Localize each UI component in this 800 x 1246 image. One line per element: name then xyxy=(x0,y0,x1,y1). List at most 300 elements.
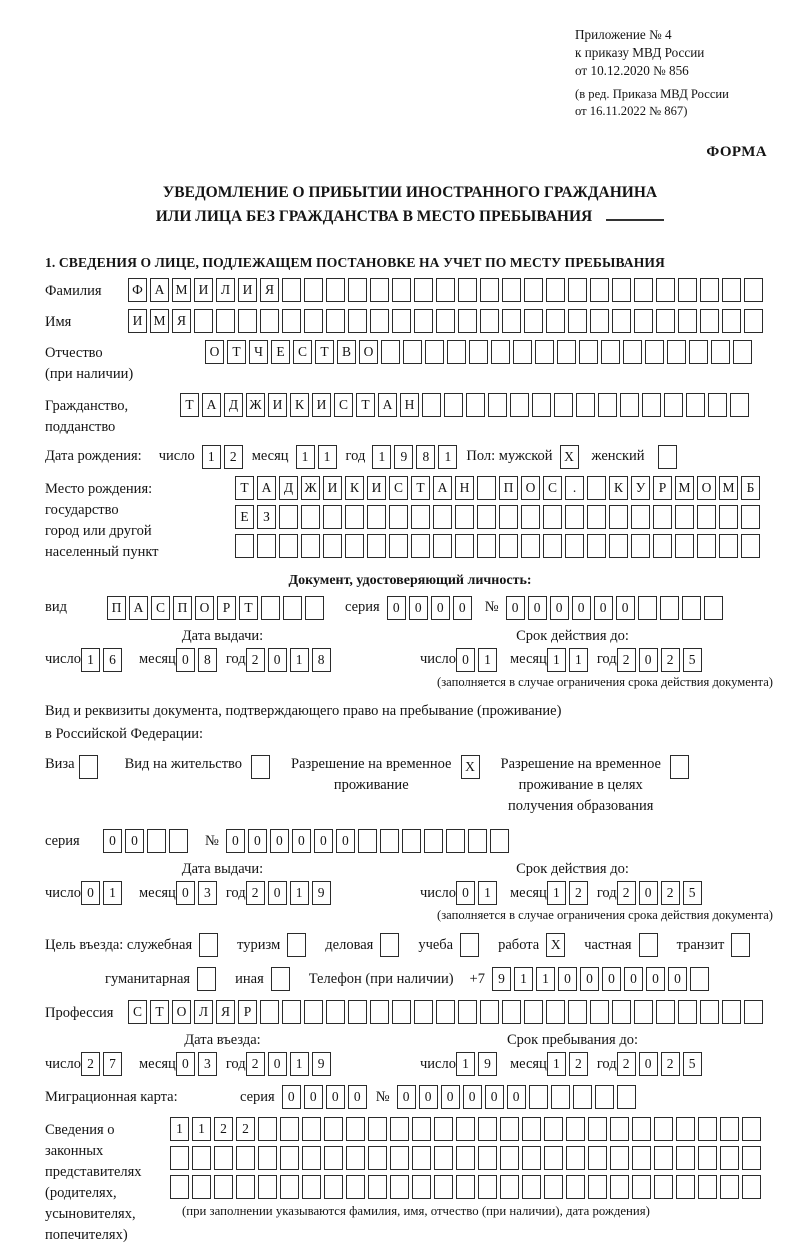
form-cell[interactable] xyxy=(744,309,763,333)
form-cell[interactable] xyxy=(346,1117,365,1141)
form-cell[interactable] xyxy=(282,278,301,302)
form-cell[interactable] xyxy=(433,534,452,558)
form-cell[interactable]: К xyxy=(290,393,309,417)
form-cell[interactable]: Б xyxy=(741,476,760,500)
form-cell[interactable] xyxy=(434,1175,453,1199)
form-cell[interactable]: О xyxy=(697,476,716,500)
form-cell[interactable] xyxy=(302,1146,321,1170)
form-cell[interactable]: 0 xyxy=(639,881,658,905)
form-cell[interactable]: 0 xyxy=(326,1085,345,1109)
form-cell[interactable]: 1 xyxy=(478,881,497,905)
form-cell[interactable] xyxy=(279,505,298,529)
form-cell[interactable] xyxy=(301,534,320,558)
form-cell[interactable] xyxy=(612,278,631,302)
form-cell[interactable] xyxy=(653,505,672,529)
form-cell[interactable]: Л xyxy=(194,1000,213,1024)
form-cell[interactable] xyxy=(251,755,270,779)
form-cell[interactable] xyxy=(546,309,565,333)
form-cell[interactable]: 1 xyxy=(456,1052,475,1076)
form-cell[interactable] xyxy=(348,309,367,333)
form-cell[interactable]: 0 xyxy=(528,596,547,620)
form-cell[interactable]: П xyxy=(499,476,518,500)
form-cell[interactable] xyxy=(434,1117,453,1141)
form-cell[interactable] xyxy=(392,309,411,333)
form-cell[interactable] xyxy=(544,1117,563,1141)
form-cell[interactable] xyxy=(368,1175,387,1199)
form-cell[interactable] xyxy=(573,1085,592,1109)
form-cell[interactable]: 1 xyxy=(170,1117,189,1141)
form-cell[interactable] xyxy=(742,1146,761,1170)
form-cell[interactable] xyxy=(370,278,389,302)
form-cell[interactable] xyxy=(458,278,477,302)
form-cell[interactable]: 0 xyxy=(507,1085,526,1109)
form-cell[interactable] xyxy=(686,393,705,417)
form-cell[interactable] xyxy=(436,309,455,333)
form-cell[interactable] xyxy=(704,596,723,620)
form-cell[interactable] xyxy=(588,1146,607,1170)
form-cell[interactable] xyxy=(675,505,694,529)
form-cell[interactable]: 2 xyxy=(569,1052,588,1076)
form-cell[interactable]: 1 xyxy=(296,445,315,469)
form-cell[interactable]: 0 xyxy=(314,829,333,853)
form-cell[interactable]: 1 xyxy=(372,445,391,469)
form-cell[interactable]: О xyxy=(205,340,224,364)
form-cell[interactable]: К xyxy=(345,476,364,500)
form-cell[interactable] xyxy=(500,1146,519,1170)
form-cell[interactable]: 6 xyxy=(103,648,122,672)
form-cell[interactable]: 0 xyxy=(387,596,406,620)
form-cell[interactable]: 1 xyxy=(202,445,221,469)
form-cell[interactable] xyxy=(566,1146,585,1170)
form-cell[interactable] xyxy=(609,534,628,558)
form-cell[interactable] xyxy=(260,1000,279,1024)
form-cell[interactable]: 2 xyxy=(661,1052,680,1076)
form-cell[interactable]: 8 xyxy=(416,445,435,469)
form-cell[interactable]: 0 xyxy=(419,1085,438,1109)
form-cell[interactable] xyxy=(698,1117,717,1141)
form-cell[interactable] xyxy=(722,1000,741,1024)
form-cell[interactable] xyxy=(280,1175,299,1199)
form-cell[interactable] xyxy=(326,309,345,333)
form-cell[interactable]: С xyxy=(543,476,562,500)
form-cell[interactable] xyxy=(524,309,543,333)
form-cell[interactable] xyxy=(722,278,741,302)
form-cell[interactable]: Т xyxy=(239,596,258,620)
form-cell[interactable] xyxy=(733,340,752,364)
form-cell[interactable]: Т xyxy=(180,393,199,417)
form-cell[interactable]: В xyxy=(337,340,356,364)
form-cell[interactable]: 0 xyxy=(441,1085,460,1109)
form-cell[interactable] xyxy=(169,829,188,853)
form-cell[interactable]: 0 xyxy=(485,1085,504,1109)
form-cell[interactable] xyxy=(653,534,672,558)
form-cell[interactable]: 0 xyxy=(304,1085,323,1109)
form-cell[interactable] xyxy=(456,1175,475,1199)
form-cell[interactable] xyxy=(392,1000,411,1024)
form-cell[interactable]: 3 xyxy=(198,1052,217,1076)
form-cell[interactable]: И xyxy=(194,278,213,302)
form-cell[interactable] xyxy=(403,340,422,364)
form-cell[interactable]: 0 xyxy=(268,881,287,905)
form-cell[interactable]: 1 xyxy=(192,1117,211,1141)
form-cell[interactable] xyxy=(304,309,323,333)
form-cell[interactable]: 1 xyxy=(438,445,457,469)
form-cell[interactable]: М xyxy=(719,476,738,500)
form-cell[interactable] xyxy=(480,309,499,333)
form-cell[interactable]: 0 xyxy=(594,596,613,620)
form-cell[interactable]: Я xyxy=(172,309,191,333)
form-cell[interactable] xyxy=(390,1175,409,1199)
form-cell[interactable] xyxy=(522,1117,541,1141)
form-cell[interactable]: И xyxy=(268,393,287,417)
form-cell[interactable] xyxy=(742,1175,761,1199)
form-cell[interactable]: Т xyxy=(356,393,375,417)
form-cell[interactable]: 0 xyxy=(409,596,428,620)
form-cell[interactable]: 0 xyxy=(103,829,122,853)
form-cell[interactable] xyxy=(422,393,441,417)
form-cell[interactable] xyxy=(565,534,584,558)
form-cell[interactable] xyxy=(302,1117,321,1141)
form-cell[interactable]: З xyxy=(257,505,276,529)
form-cell[interactable] xyxy=(283,596,302,620)
form-cell[interactable]: 1 xyxy=(569,648,588,672)
form-cell[interactable]: С xyxy=(389,476,408,500)
form-cell[interactable] xyxy=(260,309,279,333)
form-cell[interactable]: И xyxy=(128,309,147,333)
form-cell[interactable]: 0 xyxy=(268,1052,287,1076)
form-cell[interactable] xyxy=(305,596,324,620)
form-cell[interactable]: 0 xyxy=(248,829,267,853)
form-cell[interactable]: 0 xyxy=(639,648,658,672)
form-cell[interactable] xyxy=(414,309,433,333)
form-cell[interactable]: Т xyxy=(150,1000,169,1024)
form-cell[interactable] xyxy=(595,1085,614,1109)
form-cell[interactable] xyxy=(170,1146,189,1170)
form-cell[interactable]: X xyxy=(461,755,480,779)
form-cell[interactable] xyxy=(411,505,430,529)
form-cell[interactable]: 9 xyxy=(478,1052,497,1076)
form-cell[interactable] xyxy=(324,1117,343,1141)
form-cell[interactable]: П xyxy=(107,596,126,620)
form-cell[interactable]: 1 xyxy=(547,648,566,672)
form-cell[interactable]: 0 xyxy=(456,881,475,905)
form-cell[interactable] xyxy=(456,1146,475,1170)
form-cell[interactable]: 2 xyxy=(236,1117,255,1141)
form-cell[interactable] xyxy=(656,278,675,302)
form-cell[interactable] xyxy=(711,340,730,364)
form-cell[interactable]: С xyxy=(293,340,312,364)
form-cell[interactable]: 2 xyxy=(617,648,636,672)
form-cell[interactable] xyxy=(664,393,683,417)
form-cell[interactable] xyxy=(414,278,433,302)
form-cell[interactable] xyxy=(720,1117,739,1141)
form-cell[interactable] xyxy=(412,1175,431,1199)
form-cell[interactable] xyxy=(477,476,496,500)
form-cell[interactable]: 1 xyxy=(290,648,309,672)
form-cell[interactable] xyxy=(480,1000,499,1024)
form-cell[interactable] xyxy=(612,309,631,333)
form-cell[interactable] xyxy=(468,829,487,853)
form-cell[interactable] xyxy=(235,534,254,558)
form-cell[interactable]: Т xyxy=(235,476,254,500)
form-cell[interactable]: 0 xyxy=(226,829,245,853)
form-cell[interactable] xyxy=(170,1175,189,1199)
form-cell[interactable]: 2 xyxy=(214,1117,233,1141)
form-cell[interactable]: 0 xyxy=(81,881,100,905)
form-cell[interactable]: 0 xyxy=(268,648,287,672)
form-cell[interactable] xyxy=(455,505,474,529)
form-cell[interactable] xyxy=(478,1146,497,1170)
form-cell[interactable]: 0 xyxy=(572,596,591,620)
form-cell[interactable]: Т xyxy=(411,476,430,500)
form-cell[interactable] xyxy=(280,1146,299,1170)
form-cell[interactable] xyxy=(460,933,479,957)
form-cell[interactable] xyxy=(690,967,709,991)
form-cell[interactable]: О xyxy=(195,596,214,620)
form-cell[interactable] xyxy=(697,534,716,558)
form-cell[interactable] xyxy=(345,505,364,529)
form-cell[interactable]: 0 xyxy=(270,829,289,853)
form-cell[interactable]: П xyxy=(173,596,192,620)
form-cell[interactable] xyxy=(271,967,290,991)
form-cell[interactable] xyxy=(79,755,98,779)
form-cell[interactable]: А xyxy=(129,596,148,620)
form-cell[interactable]: И xyxy=(367,476,386,500)
form-cell[interactable]: 0 xyxy=(602,967,621,991)
form-cell[interactable] xyxy=(502,1000,521,1024)
form-cell[interactable] xyxy=(612,1000,631,1024)
form-cell[interactable] xyxy=(502,278,521,302)
form-cell[interactable] xyxy=(424,829,443,853)
form-cell[interactable] xyxy=(741,534,760,558)
form-cell[interactable] xyxy=(638,596,657,620)
form-cell[interactable] xyxy=(741,505,760,529)
form-cell[interactable] xyxy=(367,534,386,558)
form-cell[interactable]: 9 xyxy=(312,881,331,905)
form-cell[interactable] xyxy=(744,1000,763,1024)
form-cell[interactable]: К xyxy=(609,476,628,500)
form-cell[interactable]: 0 xyxy=(336,829,355,853)
form-cell[interactable] xyxy=(631,534,650,558)
form-cell[interactable]: М xyxy=(675,476,694,500)
form-cell[interactable] xyxy=(500,1175,519,1199)
form-cell[interactable]: 1 xyxy=(290,1052,309,1076)
form-cell[interactable] xyxy=(280,1117,299,1141)
form-cell[interactable] xyxy=(565,505,584,529)
form-cell[interactable] xyxy=(676,1146,695,1170)
form-cell[interactable] xyxy=(194,309,213,333)
form-cell[interactable] xyxy=(656,309,675,333)
form-cell[interactable] xyxy=(324,1146,343,1170)
form-cell[interactable] xyxy=(568,1000,587,1024)
form-cell[interactable] xyxy=(678,278,697,302)
form-cell[interactable] xyxy=(323,505,342,529)
form-cell[interactable] xyxy=(414,1000,433,1024)
form-cell[interactable]: 2 xyxy=(569,881,588,905)
form-cell[interactable] xyxy=(197,967,216,991)
form-cell[interactable]: 2 xyxy=(81,1052,100,1076)
form-cell[interactable] xyxy=(546,1000,565,1024)
form-cell[interactable]: 0 xyxy=(348,1085,367,1109)
form-cell[interactable] xyxy=(282,309,301,333)
form-cell[interactable] xyxy=(654,1117,673,1141)
form-cell[interactable]: 7 xyxy=(103,1052,122,1076)
form-cell[interactable] xyxy=(524,1000,543,1024)
form-cell[interactable] xyxy=(698,1146,717,1170)
form-cell[interactable]: Н xyxy=(400,393,419,417)
form-cell[interactable] xyxy=(326,278,345,302)
form-cell[interactable] xyxy=(609,505,628,529)
form-cell[interactable] xyxy=(654,1146,673,1170)
form-cell[interactable] xyxy=(436,278,455,302)
form-cell[interactable] xyxy=(480,278,499,302)
form-cell[interactable] xyxy=(214,1146,233,1170)
form-cell[interactable]: 0 xyxy=(176,648,195,672)
form-cell[interactable] xyxy=(590,278,609,302)
form-cell[interactable]: 1 xyxy=(536,967,555,991)
form-cell[interactable] xyxy=(543,534,562,558)
form-cell[interactable] xyxy=(499,534,518,558)
form-cell[interactable]: 1 xyxy=(547,881,566,905)
form-cell[interactable] xyxy=(192,1175,211,1199)
form-cell[interactable]: 0 xyxy=(431,596,450,620)
form-cell[interactable] xyxy=(588,1117,607,1141)
form-cell[interactable]: X xyxy=(560,445,579,469)
form-cell[interactable]: 0 xyxy=(176,881,195,905)
form-cell[interactable]: 1 xyxy=(547,1052,566,1076)
form-cell[interactable] xyxy=(544,1146,563,1170)
form-cell[interactable] xyxy=(348,278,367,302)
form-cell[interactable]: Ф xyxy=(128,278,147,302)
form-cell[interactable]: 0 xyxy=(176,1052,195,1076)
form-cell[interactable] xyxy=(535,340,554,364)
form-cell[interactable]: Я xyxy=(216,1000,235,1024)
form-cell[interactable] xyxy=(380,933,399,957)
form-cell[interactable] xyxy=(639,933,658,957)
form-cell[interactable]: А xyxy=(433,476,452,500)
form-cell[interactable] xyxy=(675,534,694,558)
form-cell[interactable]: 0 xyxy=(558,967,577,991)
form-cell[interactable] xyxy=(529,1085,548,1109)
form-cell[interactable] xyxy=(345,534,364,558)
form-cell[interactable] xyxy=(667,340,686,364)
form-cell[interactable] xyxy=(199,933,218,957)
form-cell[interactable] xyxy=(147,829,166,853)
form-cell[interactable] xyxy=(590,1000,609,1024)
form-cell[interactable] xyxy=(642,393,661,417)
form-cell[interactable]: 2 xyxy=(224,445,243,469)
form-cell[interactable] xyxy=(632,1175,651,1199)
form-cell[interactable] xyxy=(261,596,280,620)
form-cell[interactable]: 0 xyxy=(397,1085,416,1109)
form-cell[interactable] xyxy=(522,1175,541,1199)
form-cell[interactable] xyxy=(477,534,496,558)
form-cell[interactable] xyxy=(700,278,719,302)
form-cell[interactable]: 0 xyxy=(580,967,599,991)
form-cell[interactable]: Р xyxy=(238,1000,257,1024)
form-cell[interactable] xyxy=(368,1146,387,1170)
form-cell[interactable] xyxy=(522,1146,541,1170)
form-cell[interactable]: 2 xyxy=(617,881,636,905)
form-cell[interactable]: 0 xyxy=(668,967,687,991)
form-cell[interactable] xyxy=(568,278,587,302)
form-cell[interactable]: Е xyxy=(235,505,254,529)
form-cell[interactable] xyxy=(381,340,400,364)
form-cell[interactable] xyxy=(587,476,606,500)
form-cell[interactable]: 0 xyxy=(463,1085,482,1109)
form-cell[interactable] xyxy=(634,278,653,302)
form-cell[interactable] xyxy=(617,1085,636,1109)
form-cell[interactable] xyxy=(722,309,741,333)
form-cell[interactable]: А xyxy=(378,393,397,417)
form-cell[interactable] xyxy=(524,278,543,302)
form-cell[interactable] xyxy=(380,829,399,853)
form-cell[interactable] xyxy=(742,1117,761,1141)
form-cell[interactable] xyxy=(478,1175,497,1199)
form-cell[interactable]: X xyxy=(546,933,565,957)
form-cell[interactable] xyxy=(632,1146,651,1170)
form-cell[interactable] xyxy=(634,1000,653,1024)
form-cell[interactable]: 0 xyxy=(646,967,665,991)
form-cell[interactable] xyxy=(566,1175,585,1199)
form-cell[interactable] xyxy=(566,1117,585,1141)
form-cell[interactable] xyxy=(287,933,306,957)
form-cell[interactable] xyxy=(436,1000,455,1024)
form-cell[interactable]: . xyxy=(565,476,584,500)
form-cell[interactable] xyxy=(478,1117,497,1141)
form-cell[interactable]: Ч xyxy=(249,340,268,364)
form-cell[interactable]: А xyxy=(150,278,169,302)
form-cell[interactable] xyxy=(358,829,377,853)
form-cell[interactable] xyxy=(389,505,408,529)
form-cell[interactable]: 1 xyxy=(478,648,497,672)
form-cell[interactable] xyxy=(568,309,587,333)
form-cell[interactable] xyxy=(491,340,510,364)
form-cell[interactable] xyxy=(390,1117,409,1141)
form-cell[interactable]: Л xyxy=(216,278,235,302)
form-cell[interactable] xyxy=(620,393,639,417)
form-cell[interactable] xyxy=(282,1000,301,1024)
form-cell[interactable] xyxy=(544,1175,563,1199)
form-cell[interactable]: 1 xyxy=(290,881,309,905)
form-cell[interactable]: А xyxy=(202,393,221,417)
form-cell[interactable] xyxy=(610,1175,629,1199)
form-cell[interactable]: О xyxy=(172,1000,191,1024)
form-cell[interactable] xyxy=(719,505,738,529)
form-cell[interactable] xyxy=(392,278,411,302)
form-cell[interactable] xyxy=(411,534,430,558)
form-cell[interactable] xyxy=(469,340,488,364)
form-cell[interactable] xyxy=(446,829,465,853)
form-cell[interactable] xyxy=(488,393,507,417)
form-cell[interactable] xyxy=(610,1117,629,1141)
form-cell[interactable] xyxy=(654,1175,673,1199)
form-cell[interactable]: 0 xyxy=(616,596,635,620)
form-cell[interactable] xyxy=(367,505,386,529)
form-cell[interactable] xyxy=(433,505,452,529)
form-cell[interactable] xyxy=(634,309,653,333)
form-cell[interactable] xyxy=(698,1175,717,1199)
form-cell[interactable] xyxy=(499,505,518,529)
form-cell[interactable] xyxy=(258,1117,277,1141)
form-cell[interactable] xyxy=(346,1146,365,1170)
form-cell[interactable]: 2 xyxy=(661,648,680,672)
form-cell[interactable] xyxy=(370,1000,389,1024)
form-cell[interactable]: 0 xyxy=(456,648,475,672)
form-cell[interactable]: 1 xyxy=(318,445,337,469)
form-cell[interactable]: 0 xyxy=(506,596,525,620)
form-cell[interactable] xyxy=(720,1175,739,1199)
